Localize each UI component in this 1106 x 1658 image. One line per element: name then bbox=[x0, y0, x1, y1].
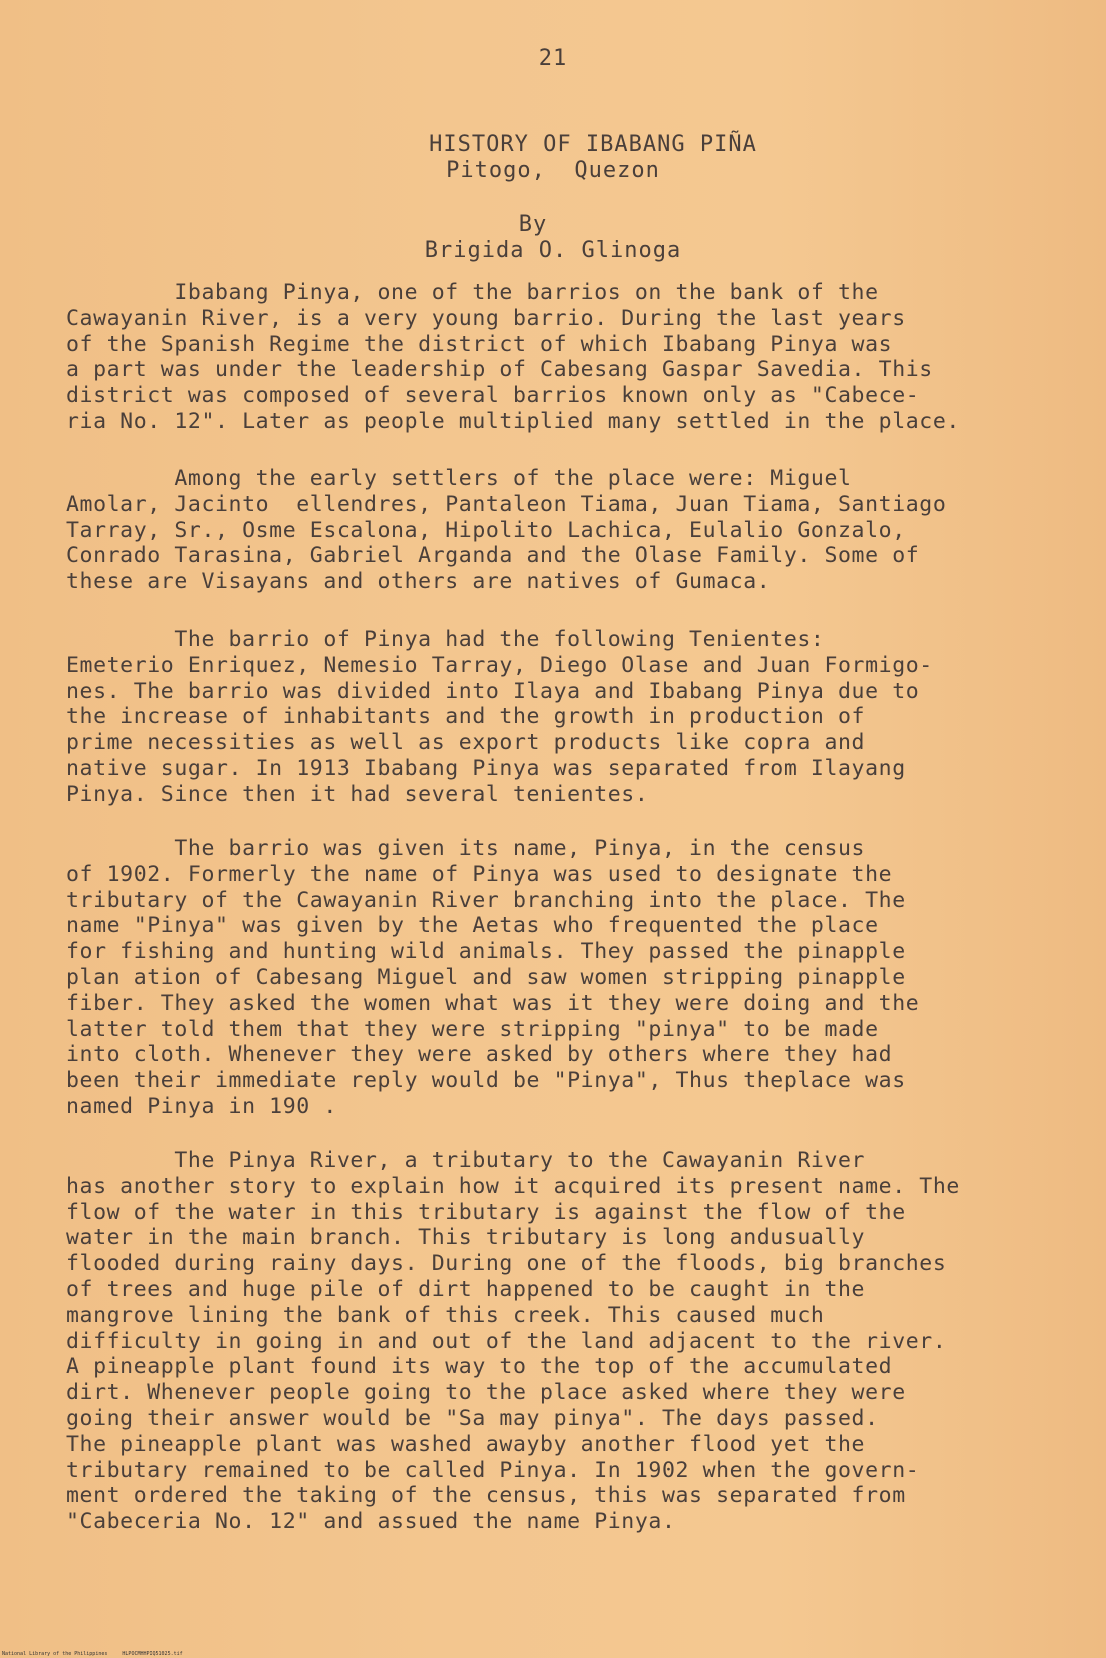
text-line: a part was under the leadership of Cabesang Gaspar Savedia. This bbox=[66, 357, 933, 383]
text-line: district was composed of several barrios known only as "Cabece- bbox=[66, 383, 920, 409]
paragraph-4 bbox=[66, 836, 1066, 1120]
text-line: Amolar, Jacinto ellendres, Pantaleon Tiama, Juan Tiama, Santiago bbox=[66, 491, 947, 517]
document-title: HISTORY OF IBABANG PIÑA bbox=[429, 132, 757, 157]
text-line: ria No. 12". Later as people multiplied many settled in the place. bbox=[66, 408, 960, 434]
paragraph-5 bbox=[66, 1148, 1066, 1535]
text-line: into cloth. Whenever they were asked by others where they had bbox=[66, 1042, 893, 1068]
text-line: nes. The barrio was divided into Ilaya and Ibabang Pinya due to bbox=[66, 678, 920, 704]
text-line: of trees and huge pile of dirt happened to be caught in the bbox=[66, 1276, 866, 1302]
text-line: dirt. Whenever people going to the place asked where they were bbox=[66, 1380, 906, 1406]
text-line: Pinya. Since then it had several tenientes. bbox=[66, 781, 649, 807]
text-line: Emeterio Enriquez, Nemesio Tarray, Diego Olase and Juan Formigo- bbox=[66, 652, 933, 678]
text-line: ment ordered the taking of the census, this was separated from bbox=[66, 1483, 906, 1509]
text-line: The pineapple plant was washed awayby another flood yet the bbox=[66, 1431, 866, 1457]
text-line: name "Pinya" was given by the Aetas who frequented the place bbox=[66, 913, 879, 939]
text-line: Conrado Tarasina, Gabriel Arganda and the Olase Family. Some of bbox=[66, 543, 920, 569]
text-line: for fishing and hunting wild animals. They passed the pinapple bbox=[66, 939, 906, 965]
text-line: tributary remained to be called Pinya. In 1902 when the govern- bbox=[66, 1457, 920, 1483]
text-line: the increase of inhabitants and the growth in production of bbox=[66, 704, 866, 730]
text-line: these are Visayans and others are natives of Gumaca. bbox=[66, 569, 771, 595]
text-line: fiber. They asked the women what was it they were doing and the bbox=[66, 990, 920, 1016]
scan-footer: National Library of the Philippines HLPOCMHHPIQ51025.tif bbox=[2, 1651, 183, 1657]
text-line: been their immediate reply would be "Pinya", Thus theplace was bbox=[66, 1068, 906, 1094]
text-line: going their answer would be "Sa may pinya". The days passed. bbox=[66, 1405, 879, 1431]
byline-label: By bbox=[518, 212, 548, 237]
text-line: of the Spanish Regime the district of which Ibabang Pinya was bbox=[66, 331, 893, 357]
paragraph-1 bbox=[66, 280, 1066, 435]
text-line: flooded during rainy days. During one of the floods, big branches bbox=[66, 1251, 947, 1277]
text-line: The barrio of Pinya had the following Tenientes: bbox=[66, 627, 825, 652]
text-line: difficulty in going in and out of the land adjacent to the river. bbox=[66, 1328, 947, 1354]
author-name: Brigida O. Glinoga bbox=[424, 238, 682, 263]
text-line: "Cabeceria No. 12" and assued the name Pinya. bbox=[66, 1509, 676, 1535]
paragraph-2 bbox=[66, 466, 1066, 595]
text-line: Tarray, Sr., Osme Escalona, Hipolito Lachica, Eulalio Gonzalo, bbox=[66, 517, 906, 543]
text-line: mangrove lining the bank of this creek. This caused much bbox=[66, 1302, 825, 1328]
text-line: of 1902. Formerly the name of Pinya was used to designate the bbox=[66, 861, 893, 887]
text-line: named Pinya in 190 . bbox=[66, 1093, 337, 1119]
text-line: flow of the water in this tributary is against the flow of the bbox=[66, 1199, 906, 1225]
text-line: prime necessities as well as export products like copra and bbox=[66, 730, 866, 756]
text-line: water in the main branch. This tributary is long andusually bbox=[66, 1225, 866, 1251]
text-line: The barrio was given its name, Pinya, in the census bbox=[66, 836, 866, 861]
text-line: A pineapple plant found its way to the top of the accumulated bbox=[66, 1354, 893, 1380]
text-line: native sugar. In 1913 Ibabang Pinya was separated from Ilayang bbox=[66, 755, 906, 781]
text-line: Cawayanin River, is a very young barrio. During the last years bbox=[66, 305, 906, 331]
text-line: latter told them that they were stripping "pinya" to be made bbox=[66, 1016, 879, 1042]
text-line: Ibabang Pinya, one of the barrios on the bank of the bbox=[66, 280, 879, 305]
text-line: tributary of the Cawayanin River branching into the place. The bbox=[66, 887, 906, 913]
document-place: Pitogo, Quezon bbox=[446, 158, 660, 183]
text-line: has another story to explain how it acquired its present name. The bbox=[66, 1173, 960, 1199]
text-line: plan ation of Cabesang Miguel and saw women stripping pinapple bbox=[66, 964, 906, 990]
text-line: The Pinya River, a tributary to the Cawayanin River bbox=[66, 1148, 866, 1173]
page-number: 21 bbox=[538, 46, 568, 71]
text-line: Among the early settlers of the place were: Miguel bbox=[66, 466, 852, 491]
paragraph-3 bbox=[66, 627, 1066, 808]
